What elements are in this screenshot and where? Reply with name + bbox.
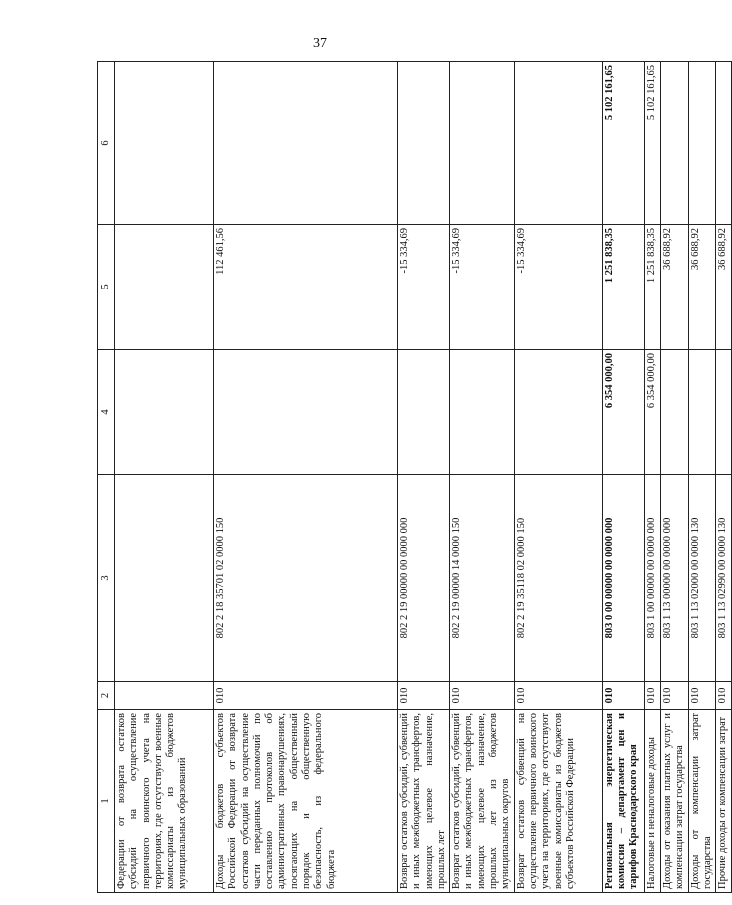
table-stage <box>97 62 729 893</box>
row-code: 010 <box>716 682 732 710</box>
header-cell: 4 <box>98 350 115 475</box>
row-plan: 6 354 000,00 <box>602 350 644 475</box>
table-row <box>398 62 450 893</box>
row-fact <box>115 225 214 350</box>
row-total <box>450 62 514 225</box>
row-fact: -15 334,69 <box>514 225 602 350</box>
table-row <box>115 62 214 893</box>
row-total <box>660 62 688 225</box>
row-fact: 36 688,92 <box>688 225 716 350</box>
row-name: Федерации от возврата остатков субсидий на осуществление первичного воинского учета на территориях, где отсутствуют военные комиссариаты из бюджетов муниципальных образований <box>115 710 214 893</box>
row-kbk: 802 2 19 00000 00 0000 000 <box>398 475 450 682</box>
row-total <box>688 62 716 225</box>
table-row <box>450 62 514 893</box>
row-total: 5 102 161,65 <box>602 62 644 225</box>
row-total <box>716 62 732 225</box>
row-fact: 1 251 838,35 <box>602 225 644 350</box>
table-row <box>688 62 716 893</box>
row-fact: 36 688,92 <box>660 225 688 350</box>
row-code: 010 <box>602 682 644 710</box>
rotated-table-wrapper <box>97 62 729 893</box>
row-kbk: 803 1 13 02990 00 0000 130 <box>716 475 732 682</box>
row-kbk <box>115 475 214 682</box>
row-kbk: 802 2 18 35701 02 0000 150 <box>214 475 398 682</box>
row-code: 010 <box>214 682 398 710</box>
row-kbk: 803 1 13 00000 00 0000 000 <box>660 475 688 682</box>
budget-table <box>97 61 732 893</box>
header-row <box>98 62 115 893</box>
row-code: 010 <box>450 682 514 710</box>
row-name: Прочие доходы от компенсации затрат <box>716 710 732 893</box>
table-row-department <box>602 62 644 893</box>
row-fact: -15 334,69 <box>398 225 450 350</box>
row-kbk: 802 2 19 35118 02 0000 150 <box>514 475 602 682</box>
row-total <box>514 62 602 225</box>
row-plan <box>214 350 398 475</box>
table-row <box>514 62 602 893</box>
row-name: Региональная энергетическая комиссия – департамент цен и тарифов Краснодарского края <box>602 710 644 893</box>
row-plan <box>688 350 716 475</box>
page-number: 37 <box>313 36 327 51</box>
row-kbk: 803 1 13 02000 00 0000 130 <box>688 475 716 682</box>
row-total <box>214 62 398 225</box>
row-plan <box>398 350 450 475</box>
row-name: Доходы от компенсации затрат государства <box>688 710 716 893</box>
header-cell: 6 <box>98 62 115 225</box>
row-total <box>115 62 214 225</box>
row-name: Доходы бюджетов субъектов Российской Федерации от возврата остатков субсидий на осуществление части переданных полномочий по составлению протоколов об административных правонарушениях, посягающих на общественный порядок и общественную безопасность, из федерального бюджета <box>214 710 398 893</box>
header-cell: 2 <box>98 682 115 710</box>
row-name: Налоговые и неналоговые доходы <box>644 710 660 893</box>
row-code: 010 <box>398 682 450 710</box>
table-row <box>644 62 660 893</box>
row-fact: 112 461,56 <box>214 225 398 350</box>
header-cell: 5 <box>98 225 115 350</box>
row-plan <box>115 350 214 475</box>
row-total: 5 102 161,65 <box>644 62 660 225</box>
header-cell: 3 <box>98 475 115 682</box>
row-fact: -15 334,69 <box>450 225 514 350</box>
row-total <box>398 62 450 225</box>
row-plan <box>660 350 688 475</box>
row-plan <box>514 350 602 475</box>
row-code: 010 <box>660 682 688 710</box>
table-row <box>716 62 732 893</box>
table-row <box>214 62 398 893</box>
row-plan <box>450 350 514 475</box>
row-kbk: 802 2 19 00000 14 0000 150 <box>450 475 514 682</box>
row-name: Возврат остатков субсидий, субвенций и иных межбюджетных трансфертов, имеющих целевое назначение, прошлых лет из бюджетов муниципальных округов <box>450 710 514 893</box>
row-code: 010 <box>688 682 716 710</box>
row-name: Возврат остатков субвенций на осуществление первичного воинского учета на территориях, где отсутствуют военные комиссариаты из бюджетов субъектов Российской Федерации <box>514 710 602 893</box>
header-cell: 1 <box>98 710 115 893</box>
row-fact: 1 251 838,35 <box>644 225 660 350</box>
row-fact: 36 688,92 <box>716 225 732 350</box>
row-plan <box>716 350 732 475</box>
row-name: Возврат остатков субсидий, субвенций и иных межбюджетных трансфертов, имеющих целевое назначение, прошлых лет <box>398 710 450 893</box>
row-code: 010 <box>514 682 602 710</box>
row-code <box>115 682 214 710</box>
row-kbk: 803 0 00 00000 00 0000 000 <box>602 475 644 682</box>
table-row <box>660 62 688 893</box>
row-code: 010 <box>644 682 660 710</box>
row-plan: 6 354 000,00 <box>644 350 660 475</box>
row-name: Доходы от оказания платных услуг и компенсации затрат государства <box>660 710 688 893</box>
row-kbk: 803 1 00 00000 00 0000 000 <box>644 475 660 682</box>
